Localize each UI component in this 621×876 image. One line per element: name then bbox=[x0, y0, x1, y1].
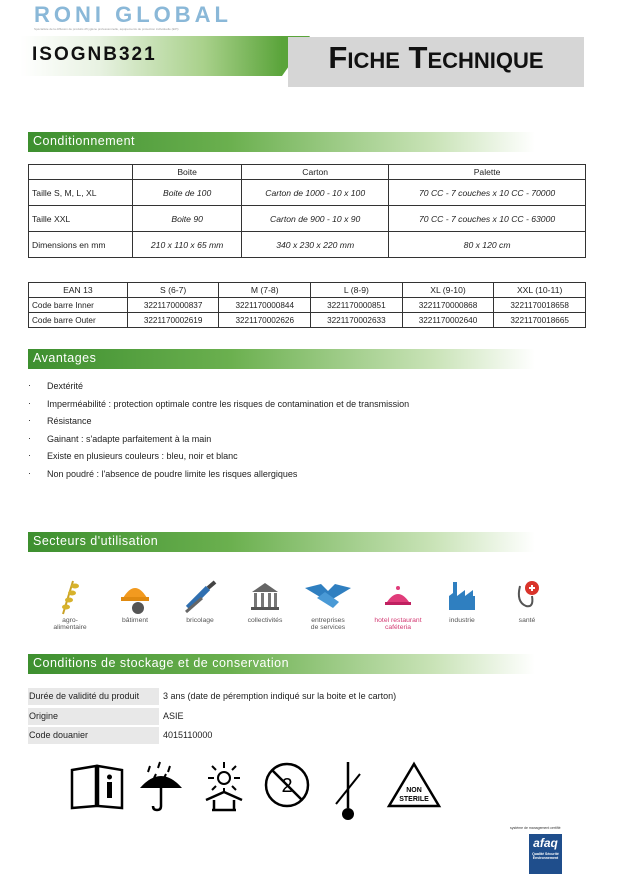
sector-sante bbox=[495, 578, 559, 624]
table-cell: 340 x 230 x 220 mm bbox=[242, 232, 389, 258]
row-label: Dimensions en mm bbox=[29, 232, 133, 258]
afaq-brand: afaq bbox=[533, 836, 558, 850]
table-cell: 3221170000851 bbox=[311, 298, 403, 313]
tools-icon bbox=[180, 578, 220, 616]
sector-industrie bbox=[430, 578, 494, 624]
table-cell: 3221170002633 bbox=[311, 313, 403, 328]
table-header: XL (9-10) bbox=[402, 283, 494, 298]
table-row bbox=[29, 313, 586, 328]
section-title: Conditionnement bbox=[33, 134, 136, 148]
table-cell: 3221170002619 bbox=[127, 313, 219, 328]
table-row bbox=[29, 298, 586, 313]
brand-tagline: Spécialiste de la diffusion de produits d'hygiène professionnelle, équipements de protection individuelle (EPI) bbox=[34, 27, 179, 31]
wheat-icon bbox=[53, 578, 87, 616]
section-storage bbox=[28, 654, 535, 674]
storage-label: Origine bbox=[28, 708, 159, 725]
sector-entreprises bbox=[296, 578, 360, 631]
sector-label: agro- alimentaire bbox=[53, 617, 87, 631]
section-sectors bbox=[28, 532, 535, 552]
row-label: Code barre Outer bbox=[29, 313, 128, 328]
cloche-icon bbox=[381, 578, 415, 616]
certification-caption: système de management certifié bbox=[510, 826, 561, 830]
keep-dry-icon bbox=[136, 760, 186, 814]
sector-label: hotel restaurant caféteria bbox=[374, 617, 422, 631]
list-item: · Gainant : s'adapte parfaitement à la main bbox=[28, 434, 409, 452]
document-title: Fiche Technique bbox=[328, 40, 544, 75]
ean-table bbox=[28, 282, 586, 328]
storage-label: Code douanier bbox=[28, 727, 159, 744]
sector-batiment bbox=[103, 578, 167, 624]
table-header: EAN 13 bbox=[29, 283, 128, 298]
stethoscope-icon bbox=[510, 578, 544, 616]
svg-text:2: 2 bbox=[281, 775, 293, 797]
table-cell: 80 x 120 cm bbox=[389, 232, 586, 258]
do-not-reuse-icon bbox=[262, 760, 312, 810]
table-cell: Boite de 100 bbox=[133, 180, 242, 206]
table-cell: 3221170000844 bbox=[219, 298, 311, 313]
row-label: Code barre Inner bbox=[29, 298, 128, 313]
advantages-list bbox=[28, 381, 409, 487]
table-cell: 3221170000868 bbox=[402, 298, 494, 313]
table-cell: Carton de 900 - 10 x 90 bbox=[242, 206, 389, 232]
table-header: Carton bbox=[242, 165, 389, 180]
row-label: Taille XXL bbox=[29, 206, 133, 232]
list-item: · Dextérité bbox=[28, 381, 409, 399]
table-cell: 3221170000837 bbox=[127, 298, 219, 313]
hardhat-icon bbox=[118, 578, 152, 616]
table-header: XXL (10-11) bbox=[494, 283, 586, 298]
sector-collectivites bbox=[233, 578, 297, 624]
afaq-sub: Qualité Sécurité Environnement bbox=[532, 852, 559, 860]
factory-icon bbox=[445, 578, 479, 616]
table-header: S (6-7) bbox=[127, 283, 219, 298]
storage-value: 4015110000 bbox=[163, 730, 213, 740]
table-cell: 3221170018665 bbox=[494, 313, 586, 328]
table-cell: 70 CC - 7 couches x 10 CC - 70000 bbox=[389, 180, 586, 206]
table-header: Palette bbox=[389, 165, 586, 180]
sector-bricolage bbox=[168, 578, 232, 624]
list-item: · Non poudré : l'absence de poudre limite les risques allergiques bbox=[28, 469, 409, 487]
table-header: Boite bbox=[133, 165, 242, 180]
table-row bbox=[29, 206, 586, 232]
table-cell: Carton de 1000 - 10 x 100 bbox=[242, 180, 389, 206]
packaging-table bbox=[28, 164, 586, 258]
row-label: Taille S, M, L, XL bbox=[29, 180, 133, 206]
table-header: M (7-8) bbox=[219, 283, 311, 298]
section-packaging bbox=[28, 132, 535, 152]
temperature-limit-icon bbox=[334, 760, 364, 826]
table-header: L (8-9) bbox=[311, 283, 403, 298]
table-header-row bbox=[29, 165, 586, 180]
table-header bbox=[29, 165, 133, 180]
sector-label: santé bbox=[518, 617, 536, 624]
keep-from-sunlight-icon bbox=[198, 760, 250, 814]
sector-label: bâtiment bbox=[121, 617, 149, 624]
section-title: Avantages bbox=[33, 351, 97, 365]
section-title: Secteurs d'utilisation bbox=[33, 534, 159, 548]
table-cell: 210 x 110 x 65 mm bbox=[133, 232, 242, 258]
storage-value: ASIE bbox=[163, 711, 184, 721]
sector-label: bricolage bbox=[186, 617, 214, 624]
handshake-icon bbox=[303, 578, 353, 616]
sector-label: entreprises de services bbox=[310, 617, 346, 631]
table-cell: 70 CC - 7 couches x 10 CC - 63000 bbox=[389, 206, 586, 232]
svg-text:NON: NON bbox=[406, 787, 422, 794]
non-sterile-icon bbox=[386, 760, 442, 810]
sector-label: collectivités bbox=[247, 617, 283, 624]
table-row bbox=[29, 180, 586, 206]
table-cell: 3221170002626 bbox=[219, 313, 311, 328]
building-icon bbox=[248, 578, 282, 616]
table-header-row bbox=[29, 283, 586, 298]
section-advantages bbox=[28, 349, 535, 369]
afaq-logo bbox=[529, 834, 562, 874]
list-item: · Résistance bbox=[28, 416, 409, 434]
list-item: · Existe en plusieurs couleurs : bleu, noir et blanc bbox=[28, 451, 409, 469]
product-code: ISOGNB321 bbox=[32, 44, 157, 65]
table-cell: 3221170018658 bbox=[494, 298, 586, 313]
section-title: Conditions de stockage et de conservation bbox=[33, 656, 290, 670]
instructions-icon bbox=[70, 760, 124, 810]
table-cell: 3221170002640 bbox=[402, 313, 494, 328]
table-cell: Boite 90 bbox=[133, 206, 242, 232]
svg-text:STERILE: STERILE bbox=[399, 796, 429, 803]
storage-value: 3 ans (date de péremption indiqué sur la boite et le carton) bbox=[163, 691, 397, 701]
brand-logo: RONI GLOBAL bbox=[34, 2, 232, 27]
storage-label: Durée de validité du produit bbox=[28, 688, 159, 705]
sector-agro bbox=[38, 578, 102, 631]
sector-hotellerie bbox=[366, 578, 430, 631]
table-row bbox=[29, 232, 586, 258]
sector-label: industrie bbox=[449, 617, 475, 624]
list-item: · Imperméabilité : protection optimale contre les risques de contamination et de transmission bbox=[28, 399, 409, 417]
